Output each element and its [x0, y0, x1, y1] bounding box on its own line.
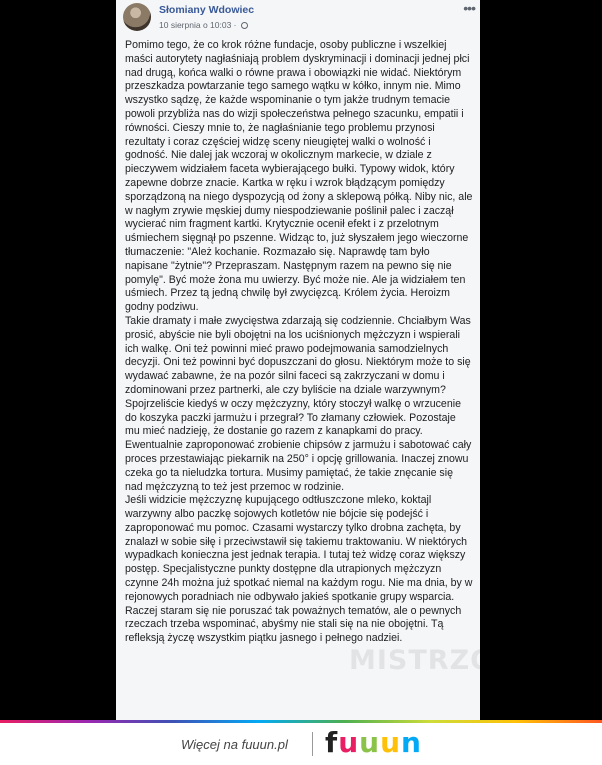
post-paragraph: Takie dramaty i małe zwycięstwa zdarzają się codziennie. Chciałbym Was prosić, abyście nie byli obojętni na los uciśnionych mężczyzn i wspierali ich walkę. Oni też powinni mieć prawo podejmowania samodzielnych decyzji. Oni też powinni być dopuszczani do głosu. Niektórym może to się wydawać zabawne, że na pozór silni faceci są zakrzyczani w domu i zdominowani przez partnerki, ale czy byliście na dziale warzywnym? Spojrzeliście kiedyś w oczy mężczyzny, który stoczył walkę o wrzucenie do koszyka paczki jarmużu i przegrał? To złamany człowiek. Pozostaje mu mieć nadzieję, że dostanie go razem z kanapkami do pracy. Ewentualnie zaproponować zrobienie chipsów z jarmużu i sabotować cały proces przestawiając piekarnik na 250° i opcję grillowania. Inaczej znowu czeka go ta nieludzka tortura. Musimy pamiętać, że takie znęcanie się nad mężczyzną to też jest przemoc w rodzinie. [125, 314, 472, 493]
logo-letter: f [325, 726, 339, 759]
post-date[interactable]: 10 sierpnia o 10:03 · [159, 20, 237, 30]
post-timestamp[interactable] [159, 20, 248, 30]
post-paragraph: Raczej staram się nie poruszać tak poważnych tematów, ale o pewnych rzeczach trzeba wspominać, abyśmy nie stali się na nie obojętni. Tą refleksją życzę wszystkim piątku jasnego i pełnego nadziei. [125, 604, 462, 645]
post-header [116, 0, 480, 36]
watermark [349, 645, 596, 676]
post-paragraph: Pomimo tego, że co krok różne fundacje, osoby publiczne i wszelkiej maści autorytety nagłaśniają problem dyskryminacji i dominacji jednej płci nad drugą, końca walki o równe prawa i obowiązki nie widać. Niektórym przeszkadza powtarzanie tego samego wątku w kółko, innym nie. Mimo wszystko sądzę, że każde wspominanie o tym jakże trudnym temacie powoli przybliża nas do wizji społeczeństwa pełnego szacunku, empatii i równości. Cieszy mnie to, że nagłaśnianie tego problemu przynosi rezultaty i coraz częściej widzę sceny nieugiętej walki o wolność i godność. Nie dalej jak wczoraj w okolicznym markecie, w dziale z pieczywem widziałem faceta wybierającego bułki. Typowy widok, który zapewne dobrze znacie. Kartka w ręku i wzrok błądzącym pomiędzy sporządzoną na niego dyspozycją od żony a sklepową półką. Niby nic, ale w nagłym zrywie męskiej dumy niespodziewanie poślinił palec i zaczął wycierać nim fragment kartki. Krytycznie ocenił efekt i z przelotnym uśmiechem sięgnął po pszenne. Widząc to, już słyszałem jego wieczorne tłumaczenie: "Ależ kochanie. Rozmazało się. Naprawdę tam było napisane "żytnie"? Przepraszam. Następnym razem na pewno się nie pomylę". Być może żona mu uwierzy. Być może nie. Ale ja widziałem ten uśmiech. Przez tą jedną chwilę był zwycięzcą. Królem życia. Heroizm godny podziwu. [125, 39, 473, 314]
fuuun-logo[interactable] [325, 726, 422, 759]
logo-letter: u [359, 726, 381, 759]
logo-letter: u [338, 726, 360, 759]
post-paragraph: Jeśli widzicie mężczyznę kupującego odtłuszczone mleko, koktajl warzywny albo paczkę sojowych kotletów nie bójcie się podejść i zaproponować mu pomoc. Czasami wystarczy tylko drobna zachęta, by znalazł w sobie siłę i przeciwstawił się takiemu traktowaniu. W niektórych wypadkach konieczna jest jednak terapia. I tutaj też widzę coraz większy postęp. Specjalistyczne punkty dostępne dla utrapionych mężczyzn czynne 24h można już spotkać niemal na każdym rogu. Nie ma dnia, by w rejonowych poradniach nie odbywało jakieś spotkanie grupy wsparcia. [125, 494, 473, 603]
footer-tagline[interactable]: Więcej na fuuun.pl [181, 737, 288, 752]
author-avatar[interactable] [123, 3, 151, 31]
logo-letter: u [380, 726, 401, 759]
facebook-post [116, 0, 597, 720]
logo-letter: n [401, 726, 422, 759]
rainbow-stripe [0, 720, 602, 723]
footer-bar [0, 720, 602, 765]
watermark-suffix: .ORG [555, 658, 597, 673]
footer-divider [312, 732, 313, 756]
globe-icon [241, 22, 248, 29]
post-text [125, 39, 473, 646]
watermark-text: MISTRZOWIE [349, 645, 556, 676]
author-name[interactable]: Słomiany Wdowiec [159, 4, 255, 16]
more-options-icon[interactable]: ••• [463, 0, 475, 16]
